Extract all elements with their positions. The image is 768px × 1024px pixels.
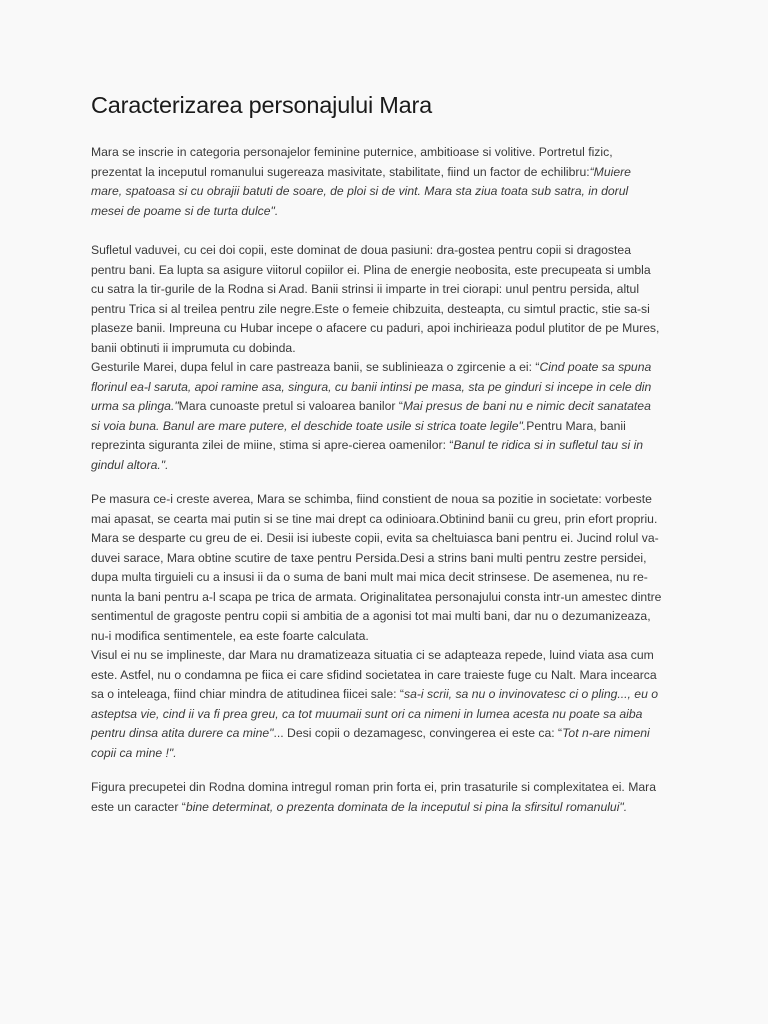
paragraph-soul	[91, 241, 691, 475]
text-span: prezentat la inceputul romanului sugereaza masivitate, stabilitate, fiind un factor de echilibru:	[91, 164, 590, 179]
text-line	[91, 666, 691, 686]
text-line	[91, 568, 691, 588]
text-line	[91, 724, 691, 744]
quote-span: asteptsa vie, cind ii va fi prea greu, ca tot muumaii sunt ori ca nimeni in lumea acesta nu poate sa aiba	[91, 706, 643, 721]
text-span: Visul ei nu se implineste, dar Mara nu dramatizeaza situatia ci se adapteaza repede, luind viata asa cum	[91, 648, 654, 662]
text-line	[91, 163, 691, 183]
text-line	[91, 280, 691, 300]
text-line	[91, 319, 691, 339]
text-line	[91, 627, 691, 647]
text-line	[91, 685, 691, 705]
text-line	[91, 358, 691, 378]
text-span: nu-i modifica sentimentele, ea este foarte calculata.	[91, 628, 369, 643]
text-span: sa o inteleaga, fiind chiar mindra de atitudinea fiicei sale: “	[91, 687, 404, 701]
text-line	[91, 607, 691, 627]
text-span: este un caracter “	[91, 799, 186, 814]
text-line	[91, 510, 691, 530]
quote-span: Banul te ridica si in sufletul tau si in	[453, 438, 644, 452]
quote-span: gindul altora.".	[91, 457, 169, 472]
quote-span: Cind poate sa spuna	[539, 360, 652, 374]
text-line	[91, 241, 691, 261]
text-line	[91, 744, 691, 764]
text-span: reprezinta siguranta zilei de miine, stima si apre-cierea oamenilor: “	[91, 438, 454, 452]
quote-span: Mai presus de bani nu e nimic decit sanatatea	[402, 399, 651, 413]
text-span: pentru Trica si al treilea pentru zile negre.Este o femeie chibzuita, desteapta, cu simtul practic, stie sa-si	[91, 301, 650, 316]
text-line	[91, 778, 691, 798]
text-line	[91, 490, 691, 510]
quote-span: copii ca mine !".	[91, 745, 177, 760]
text-span: mai apasat, se cearta mai putin si se tine mai drept ca odinioara.Obtinind banii cu greu, prin efort propriu.	[91, 511, 658, 526]
text-line	[91, 798, 691, 818]
quote-span: mesei de poame si de turta dulce".	[91, 203, 279, 218]
text-line	[91, 646, 691, 666]
text-line	[91, 261, 691, 281]
quote-span: si voia buna. Banul are mare putere, el deschide toate usile si strica toate legile".	[91, 418, 527, 433]
text-span: Figura precupetei din Rodna domina intregul roman prin forta ei, prin trasaturile si complexitatea ei. Mara	[91, 780, 656, 794]
quote-span: florinul ea-l saruta, apoi ramine asa, singura, cu banii intinsi pe masa, sta pe ginduri si incepe in cele din	[91, 379, 652, 394]
text-span: Gesturile Marei, dupa felul in care pastreaza banii, se sublinieaza o zgircenie a ei: “	[91, 360, 540, 374]
paragraph-intro	[91, 143, 691, 221]
text-line	[91, 397, 691, 417]
text-span: plaseze banii. Impreuna cu Hubar incepe o afacere cu paduri, apoi inchirieaza podul plutitor de pe Mures,	[91, 321, 660, 335]
text-line	[91, 339, 691, 359]
text-line	[91, 436, 691, 456]
text-span: Sufletul vaduvei, cu cei doi copii, este dominat de doua pasiuni: dra-gostea pentru copii si dragostea	[91, 243, 631, 257]
text-line	[91, 378, 691, 398]
text-line	[91, 202, 691, 222]
quote-span: “Muiere	[589, 164, 631, 179]
text-line	[91, 456, 691, 476]
text-span: este. Astfel, nu o condamna pe fiica ei care sfidind societatea in care traieste fuge cu Nalt. Mara incearca	[91, 667, 657, 682]
text-line	[91, 588, 691, 608]
quote-span: Tot n-are nimeni	[562, 726, 650, 740]
text-span: pentru bani. Ea lupta sa asigure viitorul copiilor ei. Plina de energie neobosita, este precupeata si umbla	[91, 262, 651, 277]
text-line	[91, 417, 691, 437]
text-span: Mara se desparte cu greu de ei. Desii isi iubeste copii, evita sa cheltuiasca bani pentru ei. Jucind rolul va-	[91, 531, 659, 545]
text-line	[91, 549, 691, 569]
text-line	[91, 143, 691, 163]
text-span: nunta la bani pentru a-l scapa pe trica de armata. Originalitatea personajului consta intr-un amestec dintre	[91, 589, 662, 604]
text-span: dupa multa tirguieli cu a insusi ii da o suma de bani mult mai mica decit strinsese. De asemenea, nu re-	[91, 570, 648, 584]
paragraph-fortune	[91, 490, 691, 763]
quote-span: bine determinat, o prezenta dominata de la inceputul si pina la sfirsitul romanului".	[185, 799, 628, 814]
text-line	[91, 300, 691, 320]
text-span: Mara cunoaste pretul si valoarea banilor “	[178, 399, 403, 413]
text-span: banii obtinuti ii imprumuta cu dobinda.	[91, 340, 296, 355]
quote-span: sa-i scrii, sa nu o invinovatesc ci o pling..., eu o	[404, 687, 659, 701]
text-span: cu satra la tir-gurile de la Rodna si Arad. Banii strinsi ii imparte in trei ciorapi: unul pentru persida, altul	[91, 282, 640, 296]
text-span: ... Desi copii o dezamagesc, convingerea ei este ca: “	[273, 726, 563, 740]
quote-span: pentru dinsa atita durere ca mine"	[91, 726, 274, 740]
text-span: Mara se inscrie in categoria personajelor feminine puternice, ambitioase si volitive. Portretul fizic,	[91, 145, 613, 159]
page-title: Caracterizarea personajului Mara	[91, 92, 433, 118]
text-span: sentimentul de gragoste pentru copii si ambitia de a agonisi tot mai multi bani, dar nu o dezumanizeaza,	[91, 609, 651, 623]
text-line	[91, 182, 691, 202]
quote-span: mare, spatoasa si cu obrajii batuti de soare, de ploi si de vint. Mara sta ziua toata sub satra, in dorul	[91, 184, 629, 198]
text-line	[91, 705, 691, 725]
text-span: Pe masura ce-i creste averea, Mara se schimba, fiind constient de noua sa pozitie in societate: vorbeste	[91, 492, 652, 506]
quote-span: urma sa plinga."	[91, 399, 179, 413]
text-line	[91, 529, 691, 549]
text-span: Pentru Mara, banii	[526, 418, 626, 433]
text-span: duvei sarace, Mara obtine scutire de taxe pentru Persida.Desi a strins bani multi pentru zestre persidei,	[91, 550, 647, 565]
paragraph-conclusion	[91, 778, 691, 817]
